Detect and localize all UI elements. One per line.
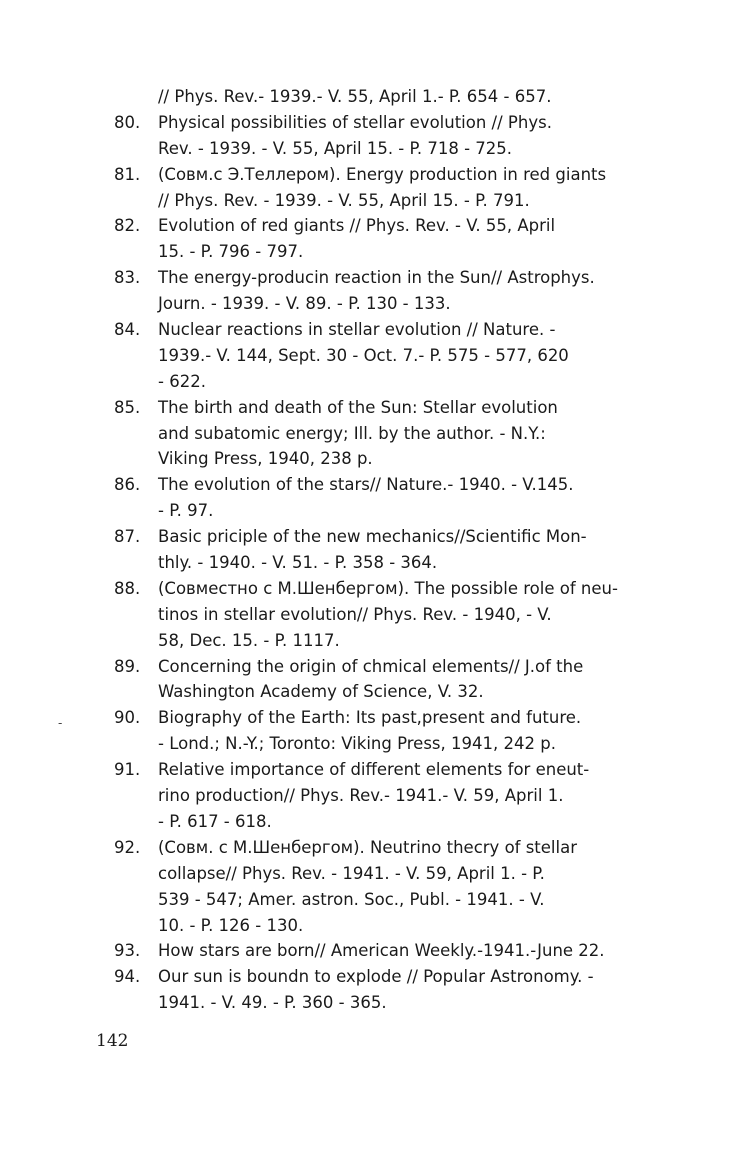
reference-line (100, 835, 660, 861)
reference-line (100, 162, 660, 188)
reference-text: - P. 617 - 618. (158, 811, 272, 831)
reference-number: 80. (114, 112, 141, 132)
reference-number: 89. (114, 656, 141, 676)
reference-text: Biography of the Earth: Its past,present and future. (158, 708, 582, 728)
page-number: 142 (96, 1031, 129, 1051)
reference-text: Nuclear reactions in stellar evolution // Nature. - (158, 320, 556, 340)
reference-list (100, 84, 660, 1016)
reference-text: Relative importance of different elements for eneut- (158, 760, 590, 780)
reference-number: 84. (114, 320, 141, 340)
reference-line (100, 887, 660, 913)
reference-line (100, 757, 660, 783)
reference-line (100, 84, 660, 110)
reference-number: 93. (114, 941, 141, 961)
reference-line (100, 654, 660, 680)
reference-text: collapse// Phys. Rev. - 1941. - V. 59, April 1. - P. (158, 863, 545, 883)
reference-line (100, 265, 660, 291)
reference-number: 83. (114, 268, 141, 288)
reference-line (100, 679, 660, 705)
reference-number: 94. (114, 967, 141, 987)
reference-text: // Phys. Rev.- 1939.- V. 55, April 1.- P. 654 - 657. (158, 87, 552, 106)
reference-text: (Совместно с М.Шенбергом). The possible role of neu- (158, 578, 618, 598)
reference-text: 15. - P. 796 - 797. (158, 242, 304, 262)
reference-text: tinos in stellar evolution// Phys. Rev. - 1940, - V. (158, 604, 552, 624)
reference-number: 82. (114, 216, 141, 236)
reference-text: Washington Academy of Science, V. 32. (158, 682, 484, 702)
reference-text: How stars are born// American Weekly.-1941.-June 22. (158, 941, 605, 961)
reference-line (100, 602, 660, 628)
reference-number: 88. (114, 578, 141, 598)
reference-text: 10. - P. 126 - 130. (158, 915, 304, 935)
reference-text: and subatomic energy; Ill. by the author. - N.Y.: (158, 423, 546, 443)
reference-line (100, 110, 660, 136)
reference-line (100, 239, 660, 265)
reference-text: The energy-producin reaction in the Sun// Astrophys. (158, 268, 595, 288)
reference-line (100, 213, 660, 239)
reference-number: 92. (114, 837, 141, 857)
reference-line (100, 291, 660, 317)
reference-number: 85. (114, 397, 141, 417)
reference-line (100, 446, 660, 472)
reference-text: 1939.- V. 144, Sept. 30 - Oct. 7.- P. 575 - 577, 620 (158, 345, 569, 365)
reference-line (100, 550, 660, 576)
reference-line (100, 861, 660, 887)
reference-text: thly. - 1940. - V. 51. - P. 358 - 364. (158, 553, 438, 573)
stray-mark: - (58, 716, 63, 730)
reference-number: 90. (114, 708, 141, 728)
reference-text: - 622. (158, 371, 206, 391)
reference-text: Basic priciple of the new mechanics//Scientific Mon- (158, 527, 587, 547)
reference-line (100, 809, 660, 835)
reference-line (100, 343, 660, 369)
reference-number: 91. (114, 760, 141, 780)
reference-line (100, 421, 660, 447)
reference-text: 1941. - V. 49. - P. 360 - 365. (158, 993, 387, 1013)
reference-line (100, 964, 660, 990)
reference-number: 87. (114, 527, 141, 547)
reference-number: 81. (114, 164, 141, 184)
reference-line (100, 913, 660, 939)
reference-line (100, 188, 660, 214)
reference-text: - Lond.; N.-Y.; Toronto: Viking Press, 1941, 242 p. (158, 734, 556, 754)
reference-text: - P. 97. (158, 501, 214, 521)
reference-text: rino production// Phys. Rev.- 1941.- V. 59, April 1. (158, 786, 564, 806)
reference-line (100, 524, 660, 550)
reference-line (100, 317, 660, 343)
reference-line (100, 705, 660, 731)
reference-text: Our sun is boundn to explode // Popular Astronomy. - (158, 967, 594, 987)
reference-line (100, 136, 660, 162)
reference-text: Evolution of red giants // Phys. Rev. - V. 55, April (158, 216, 556, 236)
reference-line (100, 938, 660, 964)
reference-text: 539 - 547; Amer. astron. Soc., Publ. - 1941. - V. (158, 889, 545, 909)
reference-text: Rev. - 1939. - V. 55, April 15. - P. 718 - 725. (158, 138, 513, 158)
reference-line (100, 990, 660, 1016)
reference-text: Viking Press, 1940, 238 p. (158, 449, 373, 469)
reference-number: 86. (114, 475, 141, 495)
reference-text: (Совм. с М.Шенбергом). Neutrino thecry of stellar (158, 837, 577, 857)
reference-line (100, 369, 660, 395)
reference-line (100, 498, 660, 524)
reference-text: The evolution of the stars// Nature.- 1940. - V.145. (158, 475, 574, 495)
reference-line (100, 628, 660, 654)
reference-text: 58, Dec. 15. - P. 1117. (158, 630, 340, 650)
reference-line (100, 395, 660, 421)
reference-text: // Phys. Rev. - 1939. - V. 55, April 15. - P. 791. (158, 190, 530, 210)
reference-line (100, 783, 660, 809)
reference-line (100, 576, 660, 602)
reference-text: The birth and death of the Sun: Stellar evolution (158, 397, 558, 417)
reference-text: (Совм.с Э.Теллером). Energy production in red giants (158, 164, 607, 184)
reference-line (100, 472, 660, 498)
reference-line (100, 731, 660, 757)
reference-text: Physical possibilities of stellar evolution // Phys. (158, 112, 552, 132)
reference-text: Journ. - 1939. - V. 89. - P. 130 - 133. (158, 294, 451, 314)
reference-text: Concerning the origin of chmical elements// J.of the (158, 656, 584, 676)
